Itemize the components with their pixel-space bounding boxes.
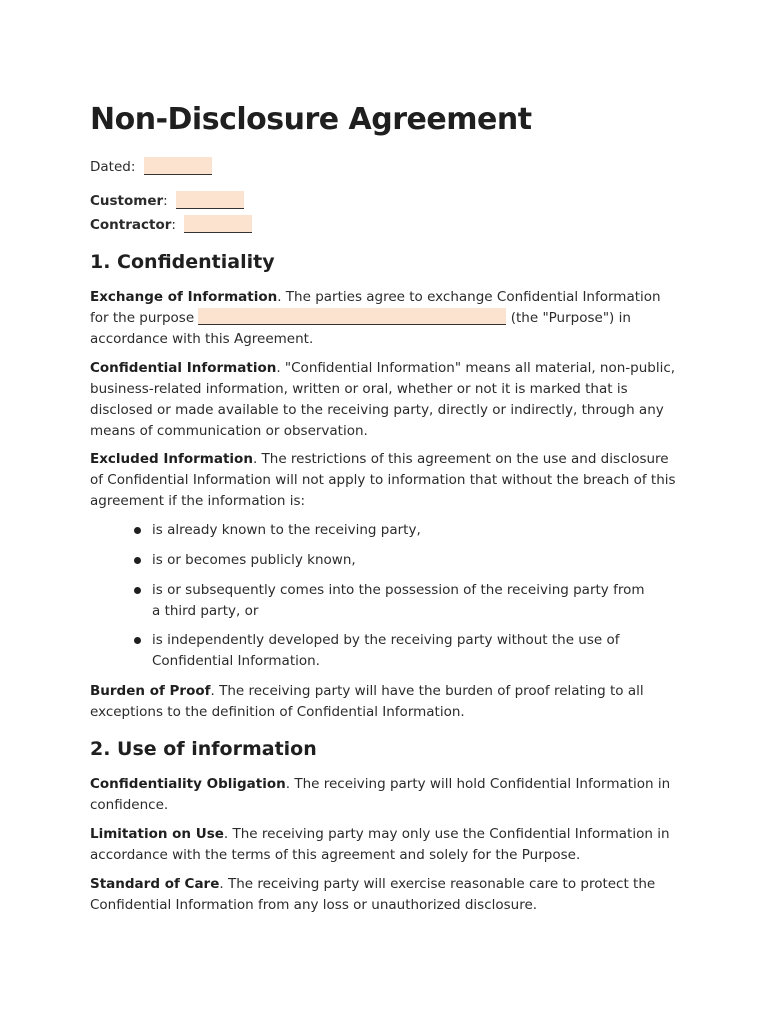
list-item-text: is already known to the receiving party, (152, 522, 421, 538)
burden-of-proof-text: . The receiving party will have the burden of proof relating to all exceptions to the definition of Confidential Information. (90, 683, 644, 720)
term-limitation-on-use: Limitation on Use (90, 826, 224, 842)
term-confidentiality-obligation: Confidentiality Obligation (90, 776, 286, 792)
purpose-blank[interactable] (198, 308, 506, 325)
paragraph-confidential-information (90, 358, 680, 442)
contractor-label: Contractor (90, 217, 172, 233)
paragraph-excluded-information (90, 449, 680, 512)
paragraph-burden-of-proof (90, 681, 680, 723)
dated-field (90, 157, 212, 177)
exchange-text-after: (the "Purpose") in accordance with this Agreement. (90, 310, 631, 347)
term-standard-of-care: Standard of Care (90, 876, 220, 892)
paragraph-confidentiality-obligation (90, 774, 680, 816)
bullet-icon (134, 637, 141, 644)
document-title: Non-Disclosure Agreement (90, 102, 532, 137)
list-item-text: is independently developed by the receiving party without the use of Confidential Information. (152, 632, 620, 669)
bullet-icon (134, 527, 141, 534)
section-heading-confidentiality: 1. Confidentiality (90, 251, 275, 273)
standard-of-care-text: . The receiving party will exercise reasonable care to protect the Confidential Information from any loss or unauthorized disclosure. (90, 876, 656, 913)
contractor-colon: : (171, 217, 176, 233)
section-heading-use-of-information: 2. Use of information (90, 738, 317, 760)
confidential-information-text: . "Confidential Information" means all material, non-public, business-related information, written or oral, whether or not it is marked that is disclosed or made available to the receiving party, directly or indirectly, through any means of communication or observation. (90, 360, 676, 439)
customer-field (90, 191, 244, 211)
paragraph-limitation-on-use (90, 824, 680, 866)
term-exchange-of-information: Exchange of Information (90, 289, 278, 305)
contractor-blank[interactable] (184, 215, 252, 233)
exchange-text-before: . The parties agree to exchange Confidential Information for the purpose (90, 289, 661, 326)
list-item-text: is or becomes publicly known, (152, 552, 356, 568)
list-item-text: is or subsequently comes into the possession of the receiving party from a third party, or (152, 582, 645, 619)
excluded-information-text: . The restrictions of this agreement on the use and disclosure of Confidential Information will not apply to information that without the breach of this agreement if the information is: (90, 451, 676, 509)
dated-label: Dated: (90, 159, 136, 175)
term-excluded-information: Excluded Information (90, 451, 253, 467)
contractor-field (90, 215, 252, 235)
confidentiality-obligation-text: . The receiving party will hold Confidential Information in confidence. (90, 776, 671, 813)
paragraph-standard-of-care (90, 874, 680, 916)
bullet-icon (134, 557, 141, 564)
bullet-icon (134, 587, 141, 594)
limitation-on-use-text: . The receiving party may only use the Confidential Information in accordance with the terms of this agreement and solely for the Purpose. (90, 826, 670, 863)
customer-label: Customer (90, 193, 164, 209)
dated-blank[interactable] (144, 157, 212, 175)
term-burden-of-proof: Burden of Proof (90, 683, 211, 699)
customer-colon: : (163, 193, 168, 209)
term-confidential-information: Confidential Information (90, 360, 277, 376)
paragraph-exchange-of-information (90, 287, 680, 350)
customer-blank[interactable] (176, 191, 244, 209)
